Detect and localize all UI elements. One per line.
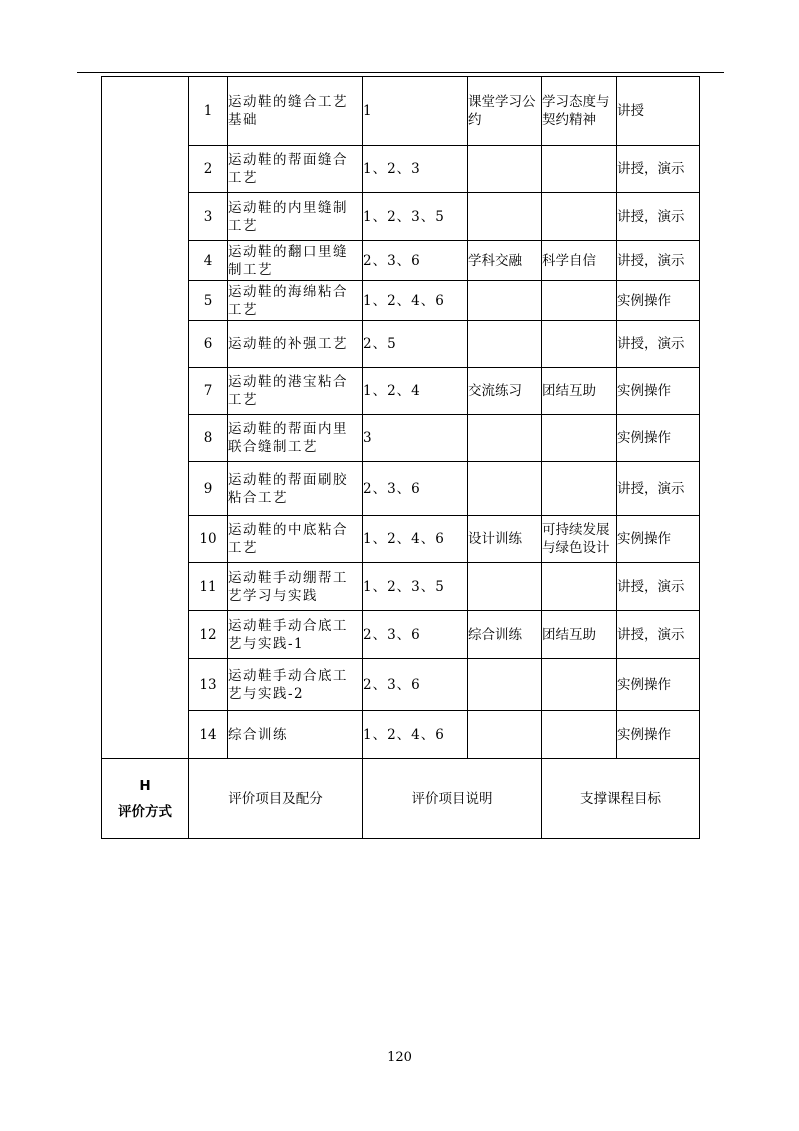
eval-target-header: 支撑课程目标: [542, 759, 700, 839]
teaching-method: 实例操作: [617, 659, 700, 711]
content-name: 运动鞋的帮面缝合工艺: [228, 146, 363, 193]
row-number: 10: [189, 516, 228, 563]
teaching-method: 讲授，演示: [617, 611, 700, 659]
supported-targets: 1、2、3、5: [363, 193, 468, 241]
row-number: 1: [189, 77, 228, 146]
ideology-element: [468, 193, 542, 241]
value-goal: [542, 321, 617, 368]
ideology-element: [468, 659, 542, 711]
value-goal: [542, 193, 617, 241]
supported-targets: 1、2、4、6: [363, 711, 468, 759]
page-number: 120: [387, 1050, 412, 1065]
ideology-element: [468, 281, 542, 321]
value-goal: [542, 281, 617, 321]
section-h-label: [102, 759, 189, 839]
teaching-method: 实例操作: [617, 415, 700, 462]
evaluation-header-row: [102, 759, 700, 839]
content-name: 运动鞋手动合底工艺与实践-1: [228, 611, 363, 659]
teaching-method: 实例操作: [617, 368, 700, 415]
ideology-element: 交流练习: [468, 368, 542, 415]
supported-targets: 1、2、3、5: [363, 563, 468, 611]
value-goal: 团结互助: [542, 368, 617, 415]
table-row: [102, 77, 700, 146]
content-name: 综合训练: [228, 711, 363, 759]
teaching-method: 讲授，演示: [617, 193, 700, 241]
table-row: [102, 415, 700, 462]
ideology-element: 设计训练: [468, 516, 542, 563]
content-name: 运动鞋的内里缝制工艺: [228, 193, 363, 241]
row-number: 5: [189, 281, 228, 321]
ideology-element: 综合训练: [468, 611, 542, 659]
ideology-element: [468, 711, 542, 759]
content-name: 运动鞋的海绵粘合工艺: [228, 281, 363, 321]
table-row: [102, 281, 700, 321]
value-goal: 团结互助: [542, 611, 617, 659]
supported-targets: 2、3、6: [363, 611, 468, 659]
row-number: 12: [189, 611, 228, 659]
teaching-method: 讲授，演示: [617, 462, 700, 516]
supported-targets: 1、2、4: [363, 368, 468, 415]
category-cell: [102, 77, 189, 759]
supported-targets: 1、2、4、6: [363, 516, 468, 563]
value-goal: 科学自信: [542, 241, 617, 281]
section-h-letter: H: [139, 777, 151, 794]
teaching-method: 实例操作: [617, 516, 700, 563]
eval-item-header: 评价项目及配分: [189, 759, 363, 839]
ideology-element: [468, 146, 542, 193]
row-number: 6: [189, 321, 228, 368]
table-row: [102, 146, 700, 193]
table-row: [102, 563, 700, 611]
eval-description-header: 评价项目说明: [363, 759, 542, 839]
table-row: [102, 368, 700, 415]
teaching-method: 实例操作: [617, 711, 700, 759]
row-number: 8: [189, 415, 228, 462]
row-number: 9: [189, 462, 228, 516]
content-name: 运动鞋的港宝粘合工艺: [228, 368, 363, 415]
ideology-element: [468, 462, 542, 516]
table-row: [102, 321, 700, 368]
supported-targets: 1: [363, 77, 468, 146]
supported-targets: 1、2、3: [363, 146, 468, 193]
supported-targets: 2、3、6: [363, 462, 468, 516]
content-name: 运动鞋的帮面刷胶粘合工艺: [228, 462, 363, 516]
row-number: 7: [189, 368, 228, 415]
ideology-element: [468, 415, 542, 462]
course-table: [101, 76, 700, 839]
value-goal: 学习态度与契约精神: [542, 77, 617, 146]
ideology-element: 学科交融: [468, 241, 542, 281]
row-number: 13: [189, 659, 228, 711]
table-row: [102, 241, 700, 281]
value-goal: [542, 146, 617, 193]
value-goal: 可持续发展与绿色设计: [542, 516, 617, 563]
value-goal: [542, 563, 617, 611]
table-row: [102, 193, 700, 241]
ideology-element: [468, 563, 542, 611]
ideology-element: [468, 321, 542, 368]
row-number: 2: [189, 146, 228, 193]
row-number: 14: [189, 711, 228, 759]
content-name: 运动鞋的翻口里缝制工艺: [228, 241, 363, 281]
value-goal: [542, 415, 617, 462]
header-rule: [77, 72, 724, 73]
teaching-method: 讲授，演示: [617, 563, 700, 611]
table-row: [102, 611, 700, 659]
table-row: [102, 659, 700, 711]
row-number: 3: [189, 193, 228, 241]
row-number: 11: [189, 563, 228, 611]
value-goal: [542, 711, 617, 759]
ideology-element: 课堂学习公约: [468, 77, 542, 146]
table-row: [102, 516, 700, 563]
course-table-body: [102, 77, 700, 839]
content-name: 运动鞋的中底粘合工艺: [228, 516, 363, 563]
supported-targets: 2、3、6: [363, 659, 468, 711]
teaching-method: 讲授，演示: [617, 146, 700, 193]
content-name: 运动鞋的缝合工艺基础: [228, 77, 363, 146]
content-name: 运动鞋手动合底工艺与实践-2: [228, 659, 363, 711]
table-row: [102, 462, 700, 516]
supported-targets: 2、3、6: [363, 241, 468, 281]
supported-targets: 2、5: [363, 321, 468, 368]
teaching-method: 讲授，演示: [617, 241, 700, 281]
table-row: [102, 711, 700, 759]
value-goal: [542, 659, 617, 711]
value-goal: [542, 462, 617, 516]
content-name: 运动鞋手动绷帮工艺学习与实践: [228, 563, 363, 611]
content-name: 运动鞋的补强工艺: [228, 321, 363, 368]
supported-targets: 1、2、4、6: [363, 281, 468, 321]
row-number: 4: [189, 241, 228, 281]
section-h-title: 评价方式: [118, 803, 172, 820]
content-name: 运动鞋的帮面内里联合缝制工艺: [228, 415, 363, 462]
teaching-method: 实例操作: [617, 281, 700, 321]
supported-targets: 3: [363, 415, 468, 462]
teaching-method: 讲授，演示: [617, 321, 700, 368]
teaching-method: 讲授: [617, 77, 700, 146]
